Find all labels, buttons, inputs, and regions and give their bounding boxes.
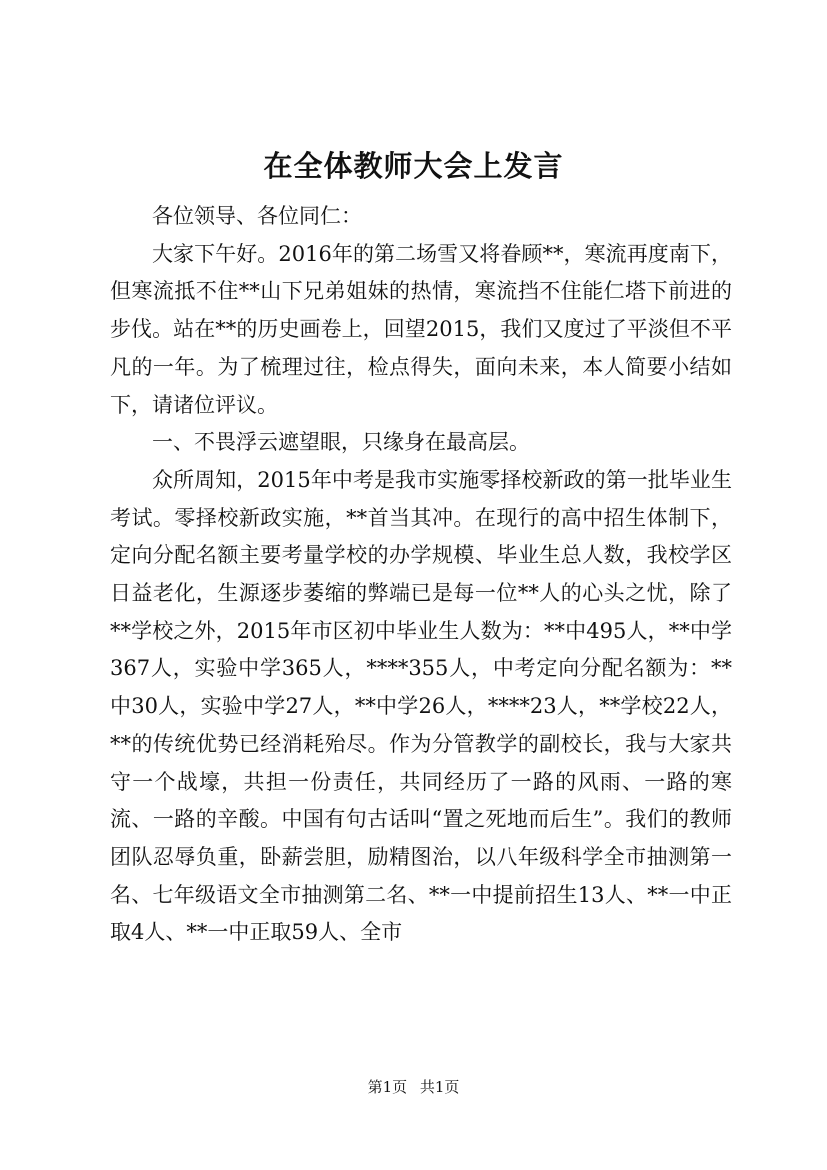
document-body [110,198,732,952]
page-number: 第1页 [367,1078,408,1096]
body-paragraph: 众所周知，2015年中考是我市实施零择校新政的第一批毕业生考试。零择校新政实施，**首当其冲。在现行的高中招生体制下，定向分配名额主要考量学校的办学规模、毕业生总人数，我校学区日益老化，生源逐步萎缩的弊端已是每一位**人的心头之忧，除了**学校之外，2015年市区初中毕业生人数为：**中495人，**中学367人，实验中学365人，****355人，中考定向分配名额为：**中30人，实验中学27人，**中学26人，****23人，**学校22人，**的传统优势已经消耗殆尽。作为分管教学的副校长，我与大家共守一个战壕，共担一份责任，共同经历了一路的风雨、一路的寒流、一路的辛酸。中国有句古话叫“置之死地而后生”。我们的教师团队忍辱负重，卧薪尝胆，励精图治，以八年级科学全市抽测第一名、七年级语文全市抽测第二名、**一中提前招生13人、**一中正取4人、**一中正取59人、全市 [110,467,732,945]
page-footer [0,1077,827,1097]
salutation-paragraph: 各位领导、各位同仁： [152,204,362,228]
page-total: 共1页 [419,1078,460,1096]
body-paragraph: 大家下午好。2016年的第二场雪又将眷顾**，寒流再度南下，但寒流抵不住**山下兄弟姐妹的热情，寒流挡不住能仁塔下前进的步伐。站在**的历史画卷上，回望2015，我们又度过了平淡但不平凡的一年。为了梳理过往，检点得失，面向未来，本人简要小结如下，请诸位评议。 [110,241,732,417]
section-heading: 一、不畏浮云遮望眼，只缘身在最高层。 [152,430,530,455]
document-title: 在全体教师大会上发言 [263,149,564,183]
